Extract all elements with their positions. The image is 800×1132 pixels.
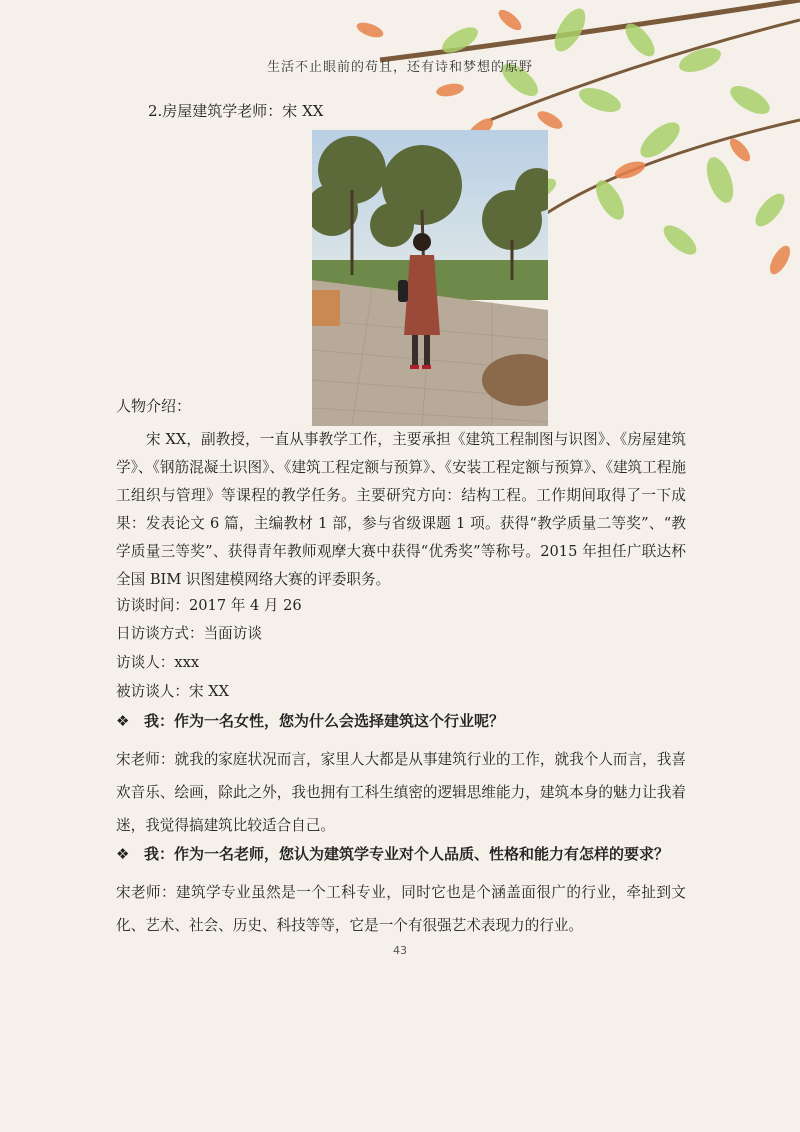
question-text: 我：作为一名女性，您为什么会选择建筑这个行业呢？: [144, 712, 505, 730]
interview-method: 日访谈方式：当面访谈: [116, 625, 262, 642]
section-heading: 2.房屋建筑学老师：宋 XX: [148, 102, 324, 120]
interview-time: 访谈时间：2017 年 4 月 26: [116, 597, 302, 614]
question-1: [116, 710, 504, 731]
answer-1: 宋老师：就我的家庭状况而言，家里人大都是从事建筑行业的工作，就我个人而言，我喜欢音乐、绘画，除此之外，我也拥有工科生缜密的逻辑思维能力，建筑本身的魅力让我着迷，我觉得搞建筑比较适合自己。: [116, 751, 686, 834]
diamond-bullet-icon: ❖: [116, 712, 130, 730]
page-number: 43: [393, 944, 407, 957]
teacher-photo: [312, 130, 548, 426]
question-2: [116, 843, 669, 864]
answer-2: 宋老师：建筑学专业虽然是一个工科专业，同时它也是个涵盖面很广的行业，牵扯到文化、艺术、社会、历史、科技等等，它是一个有很强艺术表现力的行业。: [116, 884, 686, 934]
question-text: 我：作为一名老师，您认为建筑学专业对个人品质、性格和能力有怎样的要求？: [144, 845, 670, 863]
interviewee: 被访谈人：宋 XX: [116, 683, 229, 700]
intro-label: 人物介绍：: [116, 397, 192, 415]
interviewer: 访谈人：xxx: [116, 654, 200, 671]
header-motto: 生活不止眼前的苟且，还有诗和梦想的原野: [266, 60, 533, 75]
diamond-bullet-icon: ❖: [116, 845, 130, 863]
bio-paragraph: 宋 XX，副教授，一直从事教学工作，主要承担《建筑工程制图与识图》、《房屋建筑学》、《钢筋混凝土识图》、《建筑工程定额与预算》、《安装工程定额与预算》、《建筑工程施工组织与管理》等课程的教学任务。主要研究方向：结构工程。工作期间取得了一下成果：发表论文 6 篇，主编教材 1 部，参与省级课题 1 项。获得“教学质量二等奖”、“教学质量三等奖”、获得青年教师观摩大赛中获得“优秀奖”等称号。2015 年担任广联达杯全国 BIM 识图建模网络大赛的评委职务。: [116, 431, 686, 588]
